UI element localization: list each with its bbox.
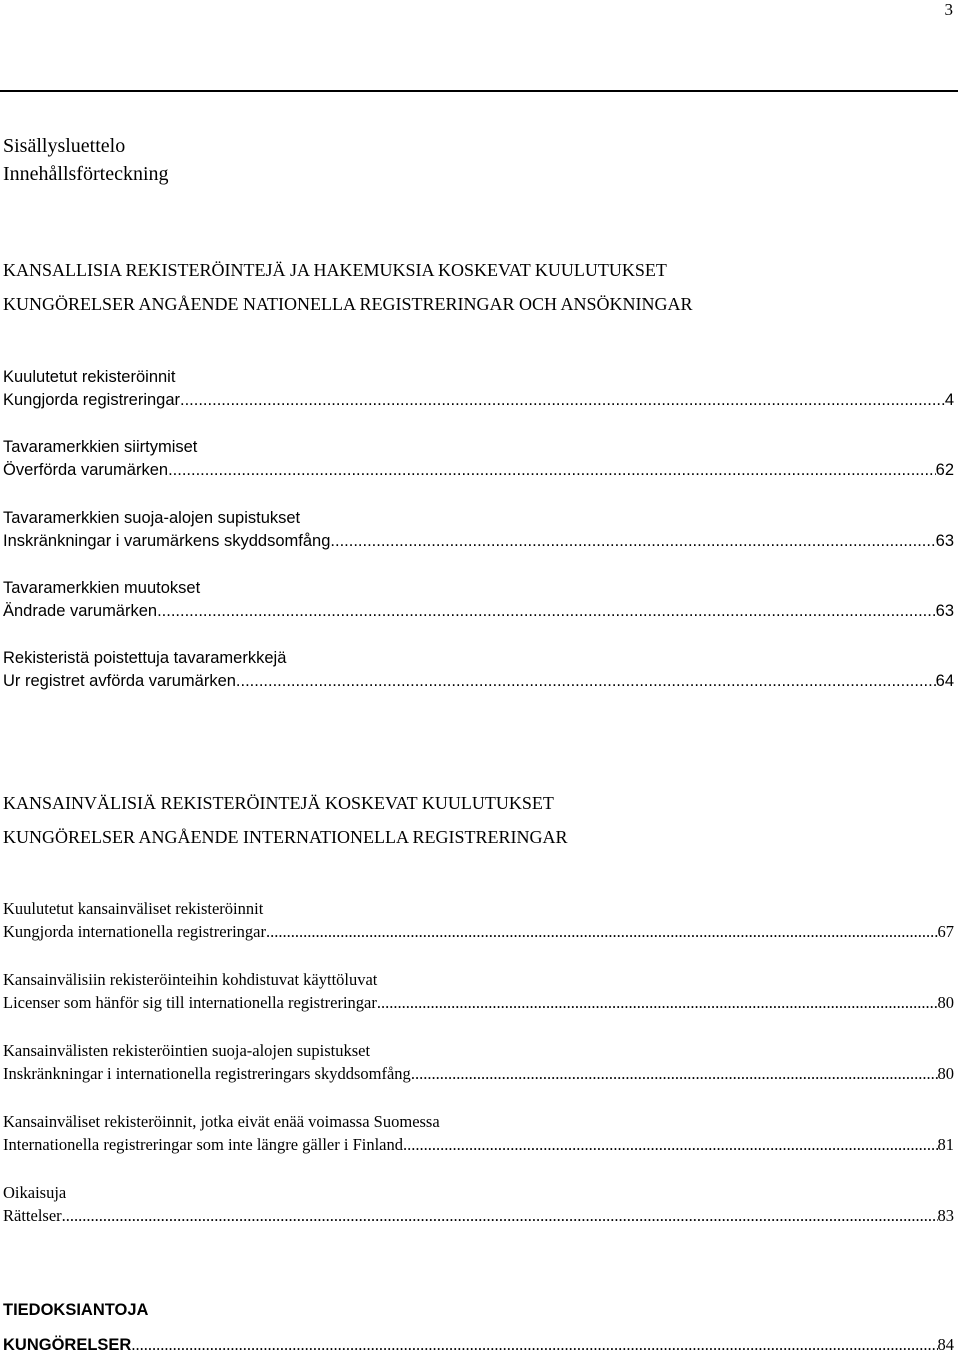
- dot-leader: [131, 1334, 937, 1356]
- dot-leader: [411, 1063, 938, 1085]
- entry-sv: Rättelser: [3, 1206, 62, 1225]
- toc-title-sv: Innehållsförteckning: [3, 163, 169, 185]
- entry-fi: Kuulutetut kansainväliset rekisteröinnit: [3, 899, 264, 918]
- entry-page: 67: [937, 922, 954, 941]
- toc-line[interactable]: [3, 389, 954, 411]
- toc-line[interactable]: [3, 530, 954, 552]
- entry-sv: Internationella registreringar som inte längre gäller i Finland: [3, 1135, 403, 1154]
- dot-leader: [157, 600, 936, 622]
- section-heading-international-fi: KANSAINVÄLISIÄ REKISTERÖINTEJÄ KOSKEVAT KUULUTUKSET: [3, 793, 554, 813]
- toc-line[interactable]: [3, 1205, 954, 1227]
- entry-fi: Oikaisuja: [3, 1183, 67, 1202]
- entry-fi: Rekisteristä poistettuja tavaramerkkejä: [3, 649, 287, 667]
- entry-sv: Kungjorda registreringar: [3, 391, 181, 409]
- header-rule: [0, 90, 958, 92]
- toc-line[interactable]: [3, 921, 954, 943]
- entry-fi: Tavaramerkkien muutokset: [3, 579, 201, 597]
- toc-line[interactable]: [3, 1334, 954, 1356]
- section-heading-international-sv: KUNGÖRELSER ANGÅENDE INTERNATIONELLA REGISTRERINGAR: [3, 827, 568, 847]
- toc-line[interactable]: [3, 670, 954, 692]
- entry-sv: Ändrade varumärken: [3, 602, 158, 620]
- entry-sv: Inskränkningar i internationella registreringars skyddsomfång: [3, 1064, 411, 1083]
- dot-leader: [377, 992, 938, 1014]
- dot-leader: [168, 459, 936, 481]
- entry-fi: Tavaramerkkien siirtymiset: [3, 438, 198, 456]
- entry-page: 64: [935, 672, 954, 690]
- section-heading-announcements-fi: TIEDOKSIANTOJA: [3, 1301, 149, 1319]
- entry-fi: Kuulutetut rekisteröinnit: [3, 368, 176, 386]
- toc-line[interactable]: [3, 600, 954, 622]
- dot-leader: [403, 1134, 938, 1156]
- entry-page: 63: [935, 532, 954, 550]
- entry-page: 63: [935, 602, 954, 620]
- entry-page: 80: [937, 993, 954, 1012]
- toc-line[interactable]: [3, 1134, 954, 1156]
- entry-page: 80: [937, 1064, 954, 1083]
- entry-sv: Licenser som hänför sig till internationella registreringar: [3, 993, 377, 1012]
- section-heading-national-sv: KUNGÖRELSER ANGÅENDE NATIONELLA REGISTRERINGAR OCH ANSÖKNINGAR: [3, 294, 693, 314]
- dot-leader: [236, 670, 936, 692]
- toc-title-fi: Sisällysluettelo: [3, 135, 126, 157]
- dot-leader: [266, 921, 938, 943]
- section-heading-national-fi: KANSALLISIA REKISTERÖINTEJÄ JA HAKEMUKSIA KOSKEVAT KUULUTUKSET: [3, 260, 667, 280]
- page-number: 3: [944, 0, 953, 19]
- entry-page: 84: [937, 1335, 954, 1354]
- entry-page: 4: [944, 391, 954, 409]
- entry-sv: Överförda varumärken: [3, 461, 169, 479]
- entry-fi: Tavaramerkkien suoja-alojen supistukset: [3, 509, 301, 527]
- entry-page: 81: [937, 1135, 954, 1154]
- toc-line[interactable]: [3, 1063, 954, 1085]
- entry-sv: Ur registret avförda varumärken: [3, 672, 236, 690]
- entry-sv: Inskränkningar i varumärkens skyddsomfång: [3, 532, 331, 550]
- toc-line[interactable]: [3, 992, 954, 1014]
- section-heading-announcements-sv: KUNGÖRELSER: [3, 1336, 132, 1354]
- entry-page: 83: [937, 1206, 954, 1225]
- dot-leader: [62, 1205, 938, 1227]
- entry-fi: Kansainvälisiin rekisteröinteihin kohdistuvat käyttöluvat: [3, 970, 378, 989]
- toc-line[interactable]: [3, 459, 954, 481]
- dot-leader: [330, 530, 935, 552]
- entry-page: 62: [935, 461, 954, 479]
- entry-fi: Kansainvälisten rekisteröintien suoja-alojen supistukset: [3, 1041, 371, 1060]
- entry-fi: Kansainväliset rekisteröinnit, jotka eivät enää voimassa Suomessa: [3, 1112, 440, 1131]
- dot-leader: [180, 389, 945, 411]
- entry-sv: Kungjorda internationella registreringar: [3, 922, 266, 941]
